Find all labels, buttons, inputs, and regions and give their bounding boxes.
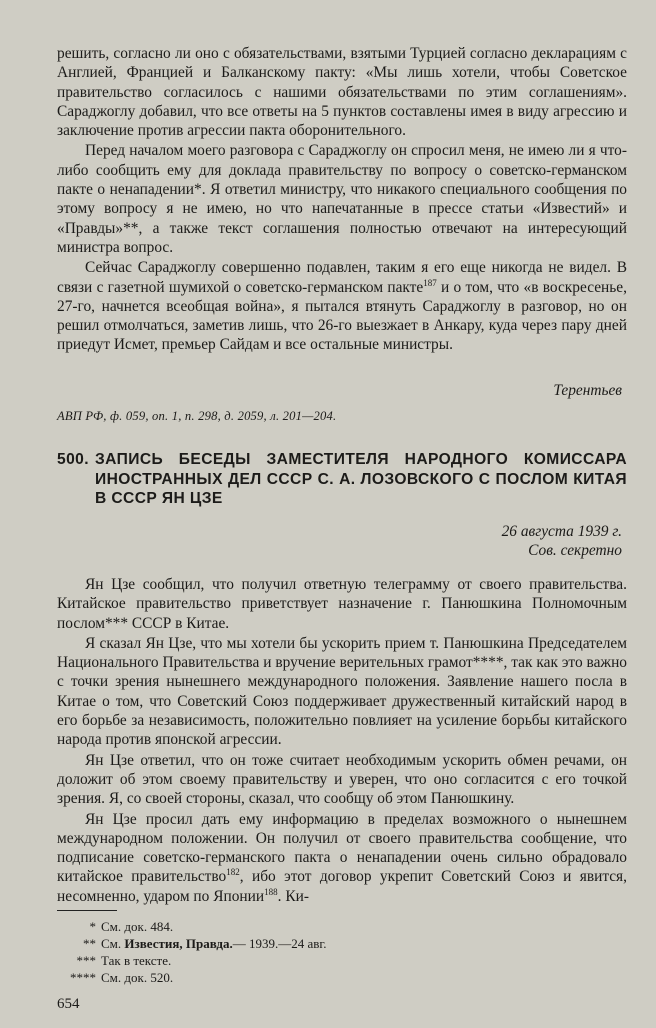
classification-mark: Сов. секретно [528,542,622,559]
footnote [60,935,327,952]
footnote-divider [57,910,117,911]
document-dateline [502,522,622,560]
footnotes [60,918,327,986]
paragraph [57,258,627,354]
footnote-mark: *** [76,953,96,968]
footnote [60,952,327,969]
footnote-text: Так в тексте. [101,953,172,968]
footnote-ref: 188 [264,886,278,897]
document-heading [57,450,627,509]
footnote-mark: * [89,919,96,934]
footnote [60,918,327,935]
paragraph-text: Сейчас Сараджоглу совершенно подавлен, таким я его еще никогда не видел. В связи с газетной шумихой о советско-германском пакте [57,259,627,296]
footnote-text: См. [101,936,125,951]
footnote [60,969,327,986]
footnote-ref: 182 [226,867,240,878]
paragraph-text: и о том, что «в воскресенье, 27-го, начнется всеобщая война», я пытался втянуть Сараджоглу в разговор, но он решил отмолчаться, заметив лишь, что 26-го выезжает в Анкару, куда через пару дней приедут Исмет, премьер Сайдам и все остальные министры. [57,278,627,354]
footnote-text: — 1939.—24 авг. [232,936,327,951]
paragraph: Перед началом моего разговора с Сараджоглу он спросил меня, не имею ли я что-либо сообщить ему для доклада правительству по вопросу о советско-германском пакте о ненападении*. Я ответил министру, что никакого специального сообщения по этому вопросу я не имею, но что напечатанные в прессе статьи «Известий» и «Правды»**, а также текст соглашения полностью отвечают на интересующий министра вопрос. [57,142,627,256]
footnote-ref: 187 [423,277,437,288]
paragraph-text: . Ки- [277,887,309,905]
footnote-mark: **** [70,970,96,985]
paragraph: решить, согласно ли оно с обязательствами, взятыми Турцией согласно декларациям с Англией, Францией и Балканскому пакту: «Мы лишь хотели, чтобы Советское правительство согласилось с нашими обязательствами по этим соглашениям». Сараджоглу добавил, что все ответы на 5 пунктов составлены имея в виду агрессию и заключение против агрессии пакта оборонительного. [57,45,627,140]
paragraph: Ян Цзе сообщил, что получил ответную телеграмму от своего правительства. Китайское правительство приветствует назначение г. Панюшкина Полномочным послом*** СССР в Китае. [57,576,627,632]
archive-source: АВП РФ, ф. 059, оп. 1, п. 298, д. 2059, л. 201—204. [57,409,337,423]
footnote-mark: ** [83,936,96,951]
paragraph [57,810,627,906]
page-number: 654 [57,996,80,1012]
footnote-text: См. док. 520. [101,970,174,985]
document-date: 26 августа 1939 г. [501,523,622,540]
continued-text [57,44,627,355]
paragraph: Я сказал Ян Цзе, что мы хотели бы ускорить прием т. Панюшкина Председателем Национального Правительства и вручение верительных грамот****, так как это важно с точки зрения нынешнего международного положения. Заявление нашего посла в Китае о том, что Советский Союз поддерживает дружественный китайский народ в его борьбе за независимость, положительно повлияет на усиление борьбы китайского народа против японской агрессии. [57,634,627,749]
signature: Терентьев [553,382,622,399]
paragraph-text: , ибо этот договор укрепит Советский Союз и явится, несомненно, ударом по Японии [57,868,627,905]
paragraph-text: Ян Цзе просил дать ему информацию в пределах возможного о нынешнем международном положении. Он получил от своего правительства сообщение, что подписание советско-германского пакта о ненападении очень сильно обрадовало китайское правительство [57,810,627,886]
document-body [57,575,627,906]
footnote-text: См. док. 484. [101,919,174,934]
footnote-bold-text: Известия, Правда. [124,936,233,951]
document-number: 500. [57,451,89,468]
document-title: ЗАПИСЬ БЕСЕДЫ ЗАМЕСТИТЕЛЯ НАРОДНОГО КОМИССАРА ИНОСТРАННЫХ ДЕЛ СССР С. А. ЛОЗОВСКОГО С ПОСЛОМ КИТАЯ В СССР ЯН ЦЗЕ [95,451,627,507]
paragraph: Ян Цзе ответил, что он тоже считает необходимым ускорить обмен речами, он доложит об этом своему правительству и уверен, что оно согласится с его точкой зрения. Я, со своей стороны, сказал, что сообщу об этом Панюшкину. [57,751,627,808]
